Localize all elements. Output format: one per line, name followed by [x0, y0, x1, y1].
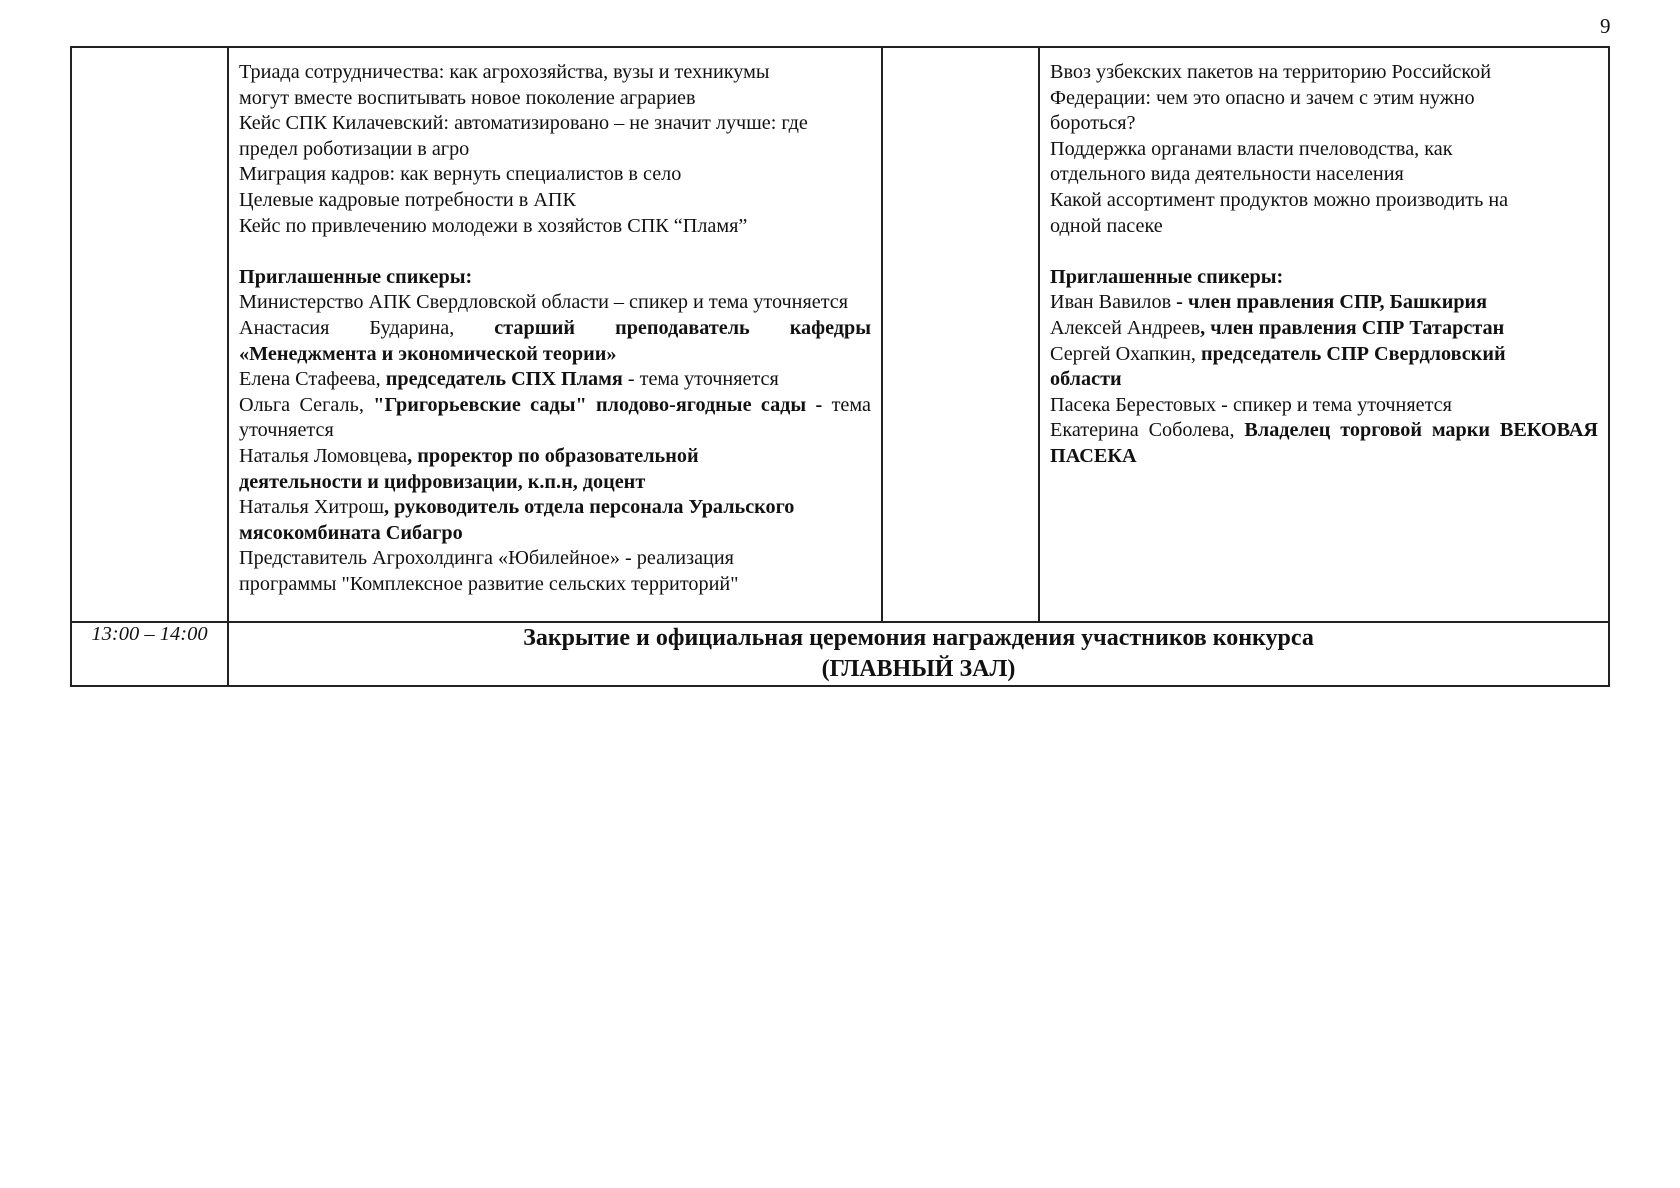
speaker-name: Представитель Агрохолдинга «Юбилейное» - реализация программы "Комплексное развитие сельских территорий" [239, 547, 739, 595]
speaker-name: Наталья Хитрош [239, 496, 385, 519]
speaker-entry [239, 546, 871, 597]
speaker-tail: тема уточняется [239, 393, 871, 442]
speaker-entry [239, 367, 871, 393]
speaker-role: , руководитель отдела персонала Уральского мясокомбината Сибагро [239, 496, 795, 544]
topic-line: предел роботизации в агро [239, 137, 470, 160]
topic-line: Федерации: чем это опасно и зачем с этим нужно [1050, 86, 1475, 109]
speaker-name: Анастасия Бударина, [239, 316, 495, 339]
speaker-entry [1050, 316, 1598, 342]
speaker-role: , проректор по образовательной деятельности и цифровизации, к.п.н, доцент [239, 444, 699, 493]
topic-line: Триада сотрудничества: как агрохозяйства, вузы и техникумы [239, 61, 770, 83]
speaker-entry [239, 444, 871, 495]
session-cell-beekeeping [1039, 47, 1609, 622]
time-cell-empty [71, 47, 228, 622]
topic-line: одной пасеке [1050, 214, 1163, 237]
speaker-entry [1050, 393, 1598, 419]
time-cell: 13:00 – 14:00 [71, 622, 228, 686]
topic-line: бороться? [1050, 112, 1136, 135]
topic-line: Миграция кадров: как вернуть специалистов в село [239, 163, 682, 186]
sessions-row [71, 47, 1609, 622]
session-cell-personnel [228, 47, 882, 622]
speaker-name: Иван Вавилов [1050, 291, 1172, 314]
speaker-entry [239, 393, 871, 444]
speaker-name: Екатерина Соболева, [1050, 419, 1245, 442]
speaker-name: Сергей Охапкин, [1050, 342, 1202, 365]
topic-line: Кейс по привлечению молодежи в хозяйстов СПК “Пламя” [239, 214, 748, 237]
speaker-name: Ольга Сегаль, [239, 393, 374, 416]
topic-line: могут вместе воспитывать новое поколение аграриев [239, 86, 696, 109]
speaker-role: председатель СПР Свердловский области [1050, 342, 1506, 391]
page-number: 9 [1600, 14, 1611, 38]
speaker-role: старший преподаватель кафедры «Менеджмента и экономической теории» [239, 316, 872, 365]
topic-line: отдельного вида деятельности населения [1050, 163, 1404, 186]
closing-title: Закрытие и официальная церемония награждения участников конкурса [523, 625, 1314, 652]
speaker-name: Министерство АПК Свердловской области – спикер и тема уточняется [239, 291, 849, 314]
speaker-tail: - тема уточняется [622, 368, 779, 391]
speaker-role: Владелец торговой марки ВЕКОВАЯ ПАСЕКА [1050, 419, 1598, 467]
speakers-heading: Приглашенные спикеры: [1050, 265, 1284, 288]
topic-line: Какой ассортимент продуктов можно производить на [1050, 188, 1509, 211]
speaker-entry [1050, 290, 1598, 316]
closing-hall: (ГЛАВНЫЙ ЗАЛ) [821, 656, 1016, 683]
speaker-role: - член правления СПР, Башкирия [1171, 291, 1488, 314]
speaker-entry [1050, 418, 1598, 469]
empty-cell [882, 47, 1039, 622]
speaker-entry [239, 495, 871, 546]
topic-line: Ввоз узбекских пакетов на территорию Российской [1050, 61, 1492, 83]
speaker-role: , член правления СПР Татарстан [1200, 316, 1505, 339]
speaker-name: Наталья Ломовцева [239, 444, 408, 467]
speaker-entry [1050, 342, 1598, 393]
speaker-name: Пасека Берестовых - спикер и тема уточняется [1050, 393, 1452, 416]
speaker-entry [239, 290, 871, 316]
speakers-heading: Приглашенные спикеры: [239, 265, 473, 288]
speaker-entry [239, 316, 871, 367]
closing-row [71, 622, 1609, 686]
speaker-name: Елена Стафеева, [239, 368, 386, 391]
topic-line: Целевые кадровые потребности в АПК [239, 188, 576, 211]
speaker-role: председатель СПХ Пламя [385, 368, 623, 391]
closing-ceremony-cell [228, 622, 1609, 686]
program-table [70, 46, 1610, 687]
speaker-role: "Григорьевские сады" плодово-ягодные сады - [373, 393, 823, 416]
topic-line: Кейс СПК Килачевский: автоматизировано – не значит лучше: где [239, 112, 808, 135]
topic-line: Поддержка органами власти пчеловодства, как [1050, 137, 1453, 160]
speaker-name: Алексей Андреев [1050, 316, 1201, 339]
